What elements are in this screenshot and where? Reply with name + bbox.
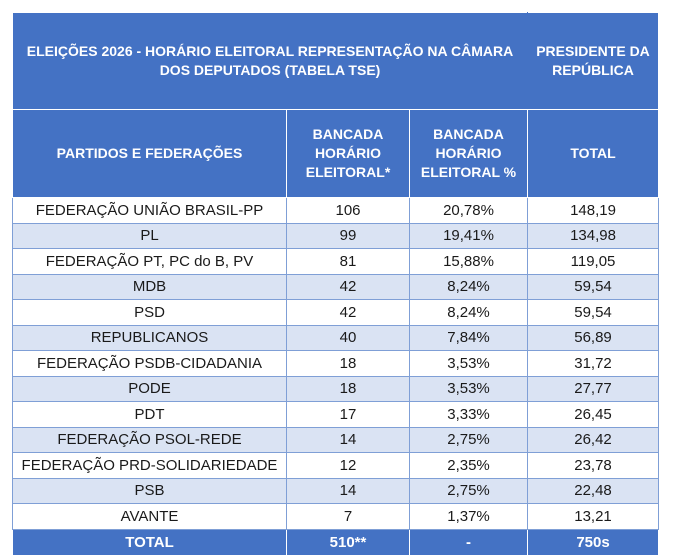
- table-footer: [13, 529, 659, 555]
- table-row: [13, 198, 659, 224]
- column-header-parties: PARTIDOS E FEDERAÇÕES: [13, 110, 287, 198]
- table-row: [13, 427, 659, 453]
- total-cell: 23,78: [528, 453, 659, 479]
- percent-cell: 3,33%: [410, 402, 528, 428]
- total-value: 750s: [528, 529, 659, 555]
- table-row: [13, 274, 659, 300]
- percent-cell: 3,53%: [410, 376, 528, 402]
- bancada-cell: 42: [287, 274, 410, 300]
- percent-cell: 1,37%: [410, 504, 528, 530]
- party-cell: PDT: [13, 402, 287, 428]
- election-table: [12, 12, 659, 556]
- bancada-cell: 7: [287, 504, 410, 530]
- bancada-cell: 40: [287, 325, 410, 351]
- column-header-bancada: BANCADA HORÁRIO ELEITORAL*: [287, 110, 410, 198]
- percent-cell: 20,78%: [410, 198, 528, 224]
- table-row: [13, 351, 659, 377]
- table-row: [13, 504, 659, 530]
- total-cell: 119,05: [528, 249, 659, 275]
- bancada-cell: 106: [287, 198, 410, 224]
- total-cell: 56,89: [528, 325, 659, 351]
- table-row: [13, 402, 659, 428]
- bancada-cell: 18: [287, 376, 410, 402]
- total-bancada: 510**: [287, 529, 410, 555]
- bancada-cell: 17: [287, 402, 410, 428]
- title-row: [13, 13, 659, 110]
- bancada-cell: 42: [287, 300, 410, 326]
- bancada-cell: 14: [287, 478, 410, 504]
- total-row: [13, 529, 659, 555]
- table-row: [13, 478, 659, 504]
- percent-cell: 2,35%: [410, 453, 528, 479]
- bancada-cell: 99: [287, 223, 410, 249]
- bancada-cell: 12: [287, 453, 410, 479]
- total-cell: 134,98: [528, 223, 659, 249]
- party-cell: FEDERAÇÃO PT, PC do B, PV: [13, 249, 287, 275]
- table-body: [13, 198, 659, 530]
- column-header-percent: BANCADA HORÁRIO ELEITORAL %: [410, 110, 528, 198]
- table-row: [13, 376, 659, 402]
- total-cell: 22,48: [528, 478, 659, 504]
- party-cell: PSD: [13, 300, 287, 326]
- party-cell: PODE: [13, 376, 287, 402]
- table-row: [13, 300, 659, 326]
- bancada-cell: 81: [287, 249, 410, 275]
- total-cell: 27,77: [528, 376, 659, 402]
- table-header: [13, 13, 659, 198]
- total-cell: 59,54: [528, 300, 659, 326]
- total-cell: 26,42: [528, 427, 659, 453]
- percent-cell: 2,75%: [410, 478, 528, 504]
- total-cell: 31,72: [528, 351, 659, 377]
- party-cell: FEDERAÇÃO PSDB-CIDADANIA: [13, 351, 287, 377]
- bancada-cell: 18: [287, 351, 410, 377]
- party-cell: PSB: [13, 478, 287, 504]
- party-cell: FEDERAÇÃO PRD-SOLIDARIEDADE: [13, 453, 287, 479]
- percent-cell: 19,41%: [410, 223, 528, 249]
- total-cell: 13,21: [528, 504, 659, 530]
- total-label: TOTAL: [13, 529, 287, 555]
- percent-cell: 15,88%: [410, 249, 528, 275]
- percent-cell: 2,75%: [410, 427, 528, 453]
- table-row: [13, 249, 659, 275]
- total-cell: 26,45: [528, 402, 659, 428]
- party-cell: PL: [13, 223, 287, 249]
- party-cell: FEDERAÇÃO UNIÃO BRASIL-PP: [13, 198, 287, 224]
- total-cell: 59,54: [528, 274, 659, 300]
- president-label: PRESIDENTE DA REPÚBLICA: [528, 13, 659, 110]
- party-cell: FEDERAÇÃO PSOL-REDE: [13, 427, 287, 453]
- election-table-container: [12, 12, 658, 556]
- party-cell: REPUBLICANOS: [13, 325, 287, 351]
- percent-cell: 8,24%: [410, 300, 528, 326]
- table-title: ELEIÇÕES 2026 - HORÁRIO ELEITORAL REPRESENTAÇÃO NA CÂMARA DOS DEPUTADOS (TABELA TSE): [13, 13, 528, 110]
- table-row: [13, 223, 659, 249]
- column-header-total: TOTAL: [528, 110, 659, 198]
- table-row: [13, 325, 659, 351]
- bancada-cell: 14: [287, 427, 410, 453]
- percent-cell: 7,84%: [410, 325, 528, 351]
- total-cell: 148,19: [528, 198, 659, 224]
- column-header-row: [13, 110, 659, 198]
- total-percent: -: [410, 529, 528, 555]
- table-row: [13, 453, 659, 479]
- percent-cell: 8,24%: [410, 274, 528, 300]
- party-cell: MDB: [13, 274, 287, 300]
- percent-cell: 3,53%: [410, 351, 528, 377]
- party-cell: AVANTE: [13, 504, 287, 530]
